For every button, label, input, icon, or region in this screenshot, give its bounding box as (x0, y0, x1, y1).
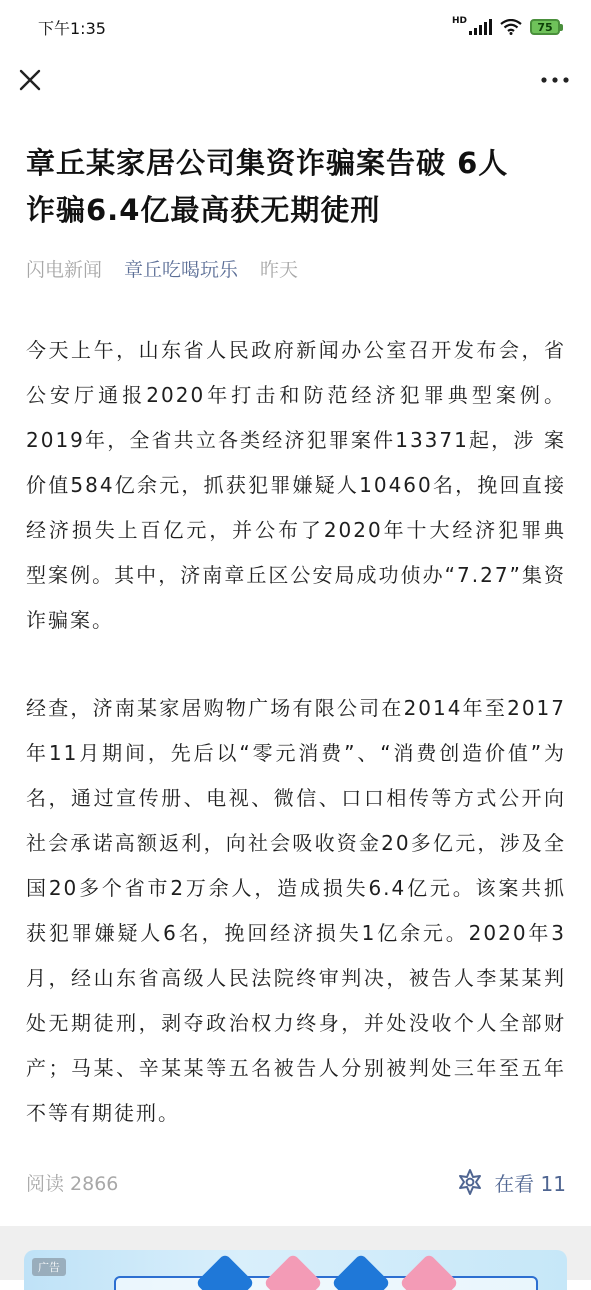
ad-tile-3 (331, 1253, 390, 1290)
more-button[interactable] (539, 66, 571, 94)
wifi-icon (500, 19, 522, 35)
ad-tile-1 (195, 1253, 254, 1290)
battery-level: 75 (537, 20, 553, 34)
watch-button[interactable] (456, 1168, 566, 1197)
close-button[interactable] (16, 66, 44, 94)
battery-icon (530, 19, 563, 35)
ad-tile-2 (263, 1253, 322, 1290)
article-title-line-2: 诈骗6.4亿最高获无期徒刑 (26, 193, 381, 227)
ad-badge: 广告 (32, 1258, 66, 1276)
ad-strip (114, 1276, 538, 1290)
account-link[interactable]: 章丘吃喝玩乐 (124, 259, 239, 281)
status-bar (0, 0, 591, 54)
article-title-line-1: 章丘某家居公司集资诈骗案告破 6人 (26, 146, 509, 180)
read-count: 阅读 2866 (26, 1172, 119, 1195)
signal-icon (469, 19, 492, 35)
watch-label: 在看 11 (494, 1171, 566, 1196)
status-time: 下午1:35 (38, 18, 106, 38)
article-body (26, 328, 566, 1179)
status-icons (451, 16, 563, 35)
article-footer (26, 1162, 566, 1202)
close-icon (16, 66, 44, 94)
article-meta (26, 254, 298, 286)
more-icon (539, 66, 571, 94)
article-source: 闪电新闻 (26, 259, 103, 281)
hd-indicator: HD (451, 16, 467, 26)
article-paragraph-1: 今天上午，山东省人民政府新闻办公室召开发布会，省公安厅通报2020年打击和防范经济犯罪典型案例。2019年，全省共立各类经济犯罪案件13371起，涉 案价值584亿余元，抓获犯罪嫌疑人10460名，挽回直接经济损失上百亿元，并公布了2020年十大经济犯罪典型案例。其中，济南章丘区公安局成功侦办“7.27”集资诈骗案。 (26, 338, 566, 632)
article-title (26, 140, 566, 234)
publish-time: 昨天 (260, 259, 299, 281)
ad-tile-4 (399, 1253, 458, 1290)
watch-icon (456, 1168, 484, 1196)
top-nav (0, 54, 591, 106)
article-paragraph-2: 经查，济南某家居购物广场有限公司在2014年至2017年11月期间，先后以“零元消费”、“消费创造价值”为名，通过宣传册、电视、微信、口口相传等方式公开向社会承诺高额返利，向社会吸收资金20多亿元，涉及全国20多个省市2万余人，造成损失6.4亿元。该案共抓获犯罪嫌疑人6名，挽回经济损失1亿余元。2020年3月，经山东省高级人民法院终审判决，被告人李某某判处无期徒刑，剥夺政治权力终身，并处没收个人全部财产；马某、辛某某等五名被告人分别被判处三年至五年不等有期徒刑。 (26, 696, 566, 1125)
ad-banner[interactable] (24, 1250, 567, 1290)
